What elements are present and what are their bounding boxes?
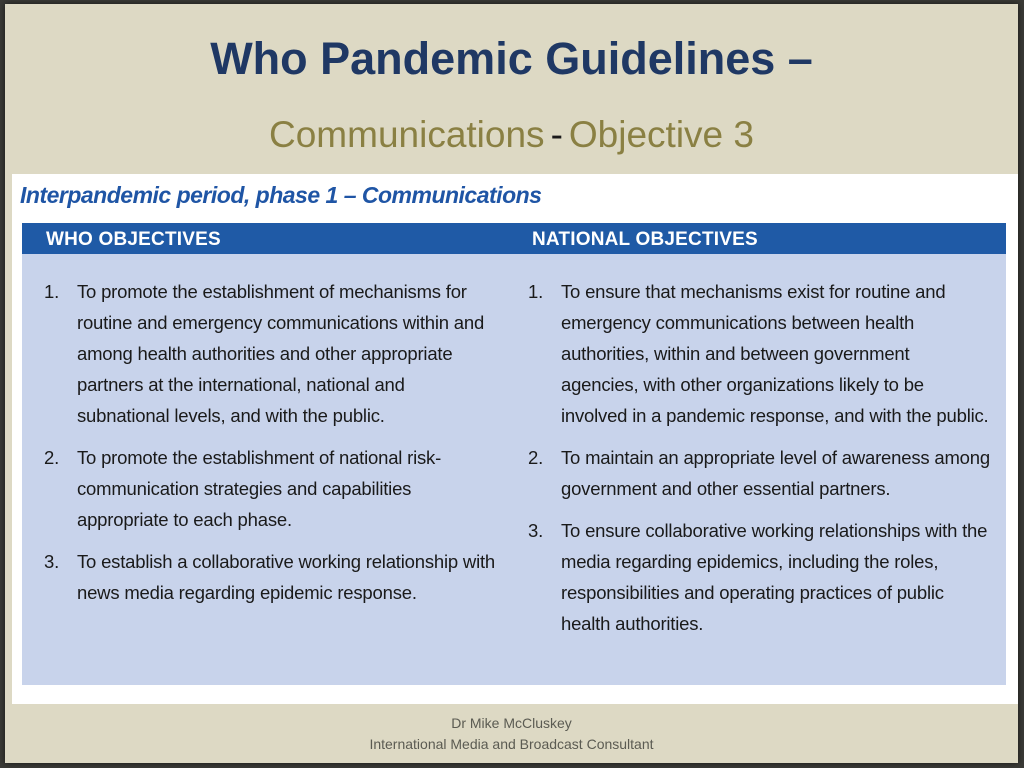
list-item	[528, 442, 990, 504]
slide-footer	[5, 713, 1018, 755]
item-number: 2.	[44, 447, 60, 468]
item-number: 1.	[44, 281, 60, 302]
footer-role: International Media and Broadcast Consultant	[369, 736, 654, 752]
list-item	[44, 442, 496, 535]
item-text: To establish a collaborative working relationship with news media regarding epidemic response.	[77, 551, 496, 603]
table-heading: Interpandemic period, phase 1 – Communications	[20, 182, 542, 208]
national-objectives-header: NATIONAL OBJECTIVES	[532, 229, 758, 250]
who-objectives-list	[44, 276, 496, 619]
list-item	[44, 276, 496, 431]
item-text: To ensure that mechanisms exist for routine and emergency communications between health authorities, within and between government agencies, with other organizations likely to be involved in a pandemic response, and with the public.	[561, 281, 989, 426]
list-item	[528, 515, 990, 639]
national-objectives-list	[528, 276, 990, 650]
footer-author: Dr Mike McCluskey	[451, 715, 572, 731]
table-header-bar	[22, 223, 1006, 254]
item-number: 3.	[528, 520, 544, 541]
item-text: To ensure collaborative working relationships with the media regarding epidemics, including the roles, responsibilities and operating practices of public health authorities.	[561, 520, 988, 634]
list-item	[528, 276, 990, 431]
slide-title: Who Pandemic Guidelines –	[210, 33, 813, 84]
item-number: 2.	[528, 447, 544, 468]
item-text: To maintain an appropriate level of awareness among government and other essential partners.	[561, 447, 990, 499]
subtitle-communications: Communications	[269, 114, 545, 155]
subtitle-objective: Objective 3	[568, 114, 754, 155]
subtitle-dash: -	[550, 114, 563, 155]
table-body	[22, 254, 1006, 685]
slide-subtitle	[5, 116, 1018, 153]
item-number: 3.	[44, 551, 60, 572]
slide	[5, 4, 1018, 763]
objectives-table-image	[12, 174, 1018, 704]
list-item	[44, 546, 496, 608]
item-text: To promote the establishment of mechanisms for routine and emergency communications within and among health authorities and other appropriate partners at the international, national and subnational levels, and with the public.	[77, 281, 485, 426]
item-number: 1.	[528, 281, 544, 302]
who-objectives-header: WHO OBJECTIVES	[46, 229, 221, 250]
item-text: To promote the establishment of national risk-communication strategies and capabilities appropriate to each phase.	[77, 447, 442, 530]
